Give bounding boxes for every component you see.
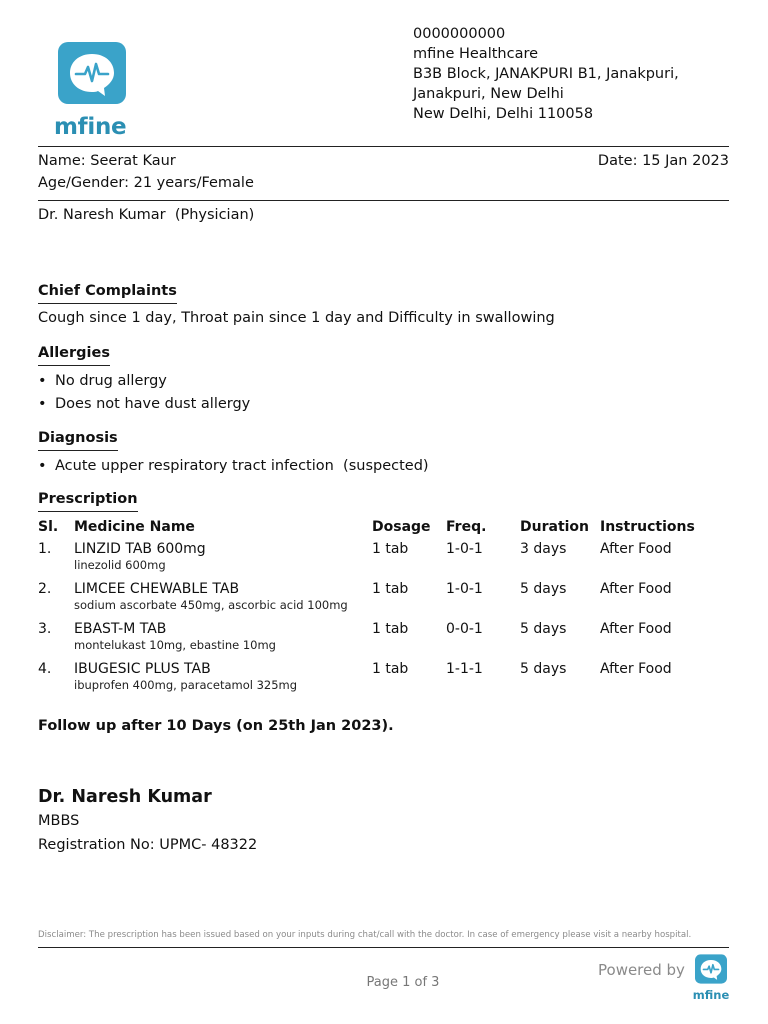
list-item: • No drug allergy (38, 372, 250, 395)
clinic-phone: 0000000000 (413, 26, 506, 42)
medicine-generic: montelukast 10mg, ebastine 10mg (74, 638, 276, 652)
row-sl: 1. (38, 541, 52, 557)
medicine-name: LIMCEE CHEWABLE TAB (74, 581, 240, 597)
row-medicine (74, 541, 372, 581)
row-sl: 2. (38, 581, 52, 597)
medicine-name: EBAST-M TAB (74, 621, 167, 637)
footer-logo-wordmark: mfine (692, 988, 730, 1002)
chief-complaints-text: Cough since 1 day, Throat pain since 1 day and Difficulty in swallowing (38, 310, 555, 326)
medicine-name: IBUGESIC PLUS TAB (74, 661, 211, 677)
signature-doctor-name: Dr. Naresh Kumar (38, 787, 212, 807)
diagnosis-heading: Diagnosis (38, 430, 118, 451)
row-medicine (74, 621, 372, 661)
row-duration: 5 days (520, 661, 567, 677)
table-header-row (38, 519, 728, 541)
signature-qualification: MBBS (38, 813, 80, 829)
row-frequency: 1-0-1 (446, 541, 483, 557)
row-sl: 3. (38, 621, 52, 637)
table-row (38, 621, 728, 661)
follow-up-note: Follow up after 10 Days (on 25th Jan 2023). (38, 718, 394, 734)
heartbeat-chat-icon (695, 954, 727, 984)
row-instructions: After Food (600, 621, 672, 637)
table-row (38, 661, 728, 697)
clinic-address-line2: Janakpuri, New Delhi (413, 86, 564, 102)
prescription-date: Date: 15 Jan 2023 (597, 153, 729, 169)
row-sl: 4. (38, 661, 52, 677)
disclaimer: Disclaimer: The prescription has been issued based on your inputs during chat/call with the doctor. In case of emergency please visit a nearby hospital. (38, 930, 692, 940)
signature-registration: Registration No: UPMC- 48322 (38, 837, 258, 853)
row-dosage: 1 tab (372, 661, 409, 677)
row-instructions: After Food (600, 541, 672, 557)
row-duration: 5 days (520, 581, 567, 597)
row-dosage: 1 tab (372, 621, 409, 637)
patient-name: Name: Seerat Kaur (38, 153, 176, 169)
row-frequency: 1-1-1 (446, 661, 483, 677)
row-dosage: 1 tab (372, 581, 409, 597)
mfine-logo (54, 42, 130, 140)
patient-divider (38, 200, 729, 201)
list-item: • Does not have dust allergy (38, 395, 250, 418)
allergies-list (38, 372, 250, 418)
header-sl: Sl. (38, 519, 59, 535)
row-instructions: After Food (600, 581, 672, 597)
logo-wordmark: mfine (54, 114, 127, 140)
header-divider (38, 146, 729, 147)
clinic-address (413, 24, 679, 124)
heartbeat-chat-icon (58, 42, 126, 104)
row-medicine (74, 661, 372, 697)
prescription-heading: Prescription (38, 491, 138, 512)
clinic-address-line3: New Delhi, Delhi 110058 (413, 106, 594, 122)
header-dosage: Dosage (372, 519, 431, 535)
medicine-name: LINZID TAB 600mg (74, 541, 206, 557)
doctor-line: Dr. Naresh Kumar (Physician) (38, 207, 255, 223)
chief-complaints-heading: Chief Complaints (38, 283, 177, 304)
header-medicine-name: Medicine Name (74, 519, 195, 535)
powered-by-label: Powered by (598, 961, 685, 979)
row-medicine (74, 581, 372, 621)
header-frequency: Freq. (446, 519, 487, 535)
row-instructions: After Food (600, 661, 672, 677)
medicine-generic: ibuprofen 400mg, paracetamol 325mg (74, 678, 298, 692)
patient-age-gender: Age/Gender: 21 years/Female (38, 175, 254, 191)
table-row (38, 581, 728, 621)
allergies-heading: Allergies (38, 345, 110, 366)
row-dosage: 1 tab (372, 541, 409, 557)
row-duration: 5 days (520, 621, 567, 637)
list-item: • Acute upper respiratory tract infection (suspected) (38, 457, 429, 480)
medicine-generic: linezolid 600mg (74, 558, 166, 572)
row-frequency: 1-0-1 (446, 581, 483, 597)
row-frequency: 0-0-1 (446, 621, 483, 637)
clinic-address-line1: B3B Block, JANAKPURI B1, Janakpuri, (413, 66, 679, 82)
medicine-generic: sodium ascorbate 450mg, ascorbic acid 100mg (74, 598, 348, 612)
page-number: Page 1 of 3 (366, 975, 440, 990)
table-row (38, 541, 728, 581)
clinic-name: mfine Healthcare (413, 46, 539, 62)
prescription-table (38, 519, 728, 697)
row-duration: 3 days (520, 541, 567, 557)
header-duration: Duration (520, 519, 590, 535)
header-instructions: Instructions (600, 519, 695, 535)
footer-mfine-logo (692, 954, 730, 1001)
diagnosis-list (38, 457, 429, 480)
footer-divider (38, 947, 729, 948)
